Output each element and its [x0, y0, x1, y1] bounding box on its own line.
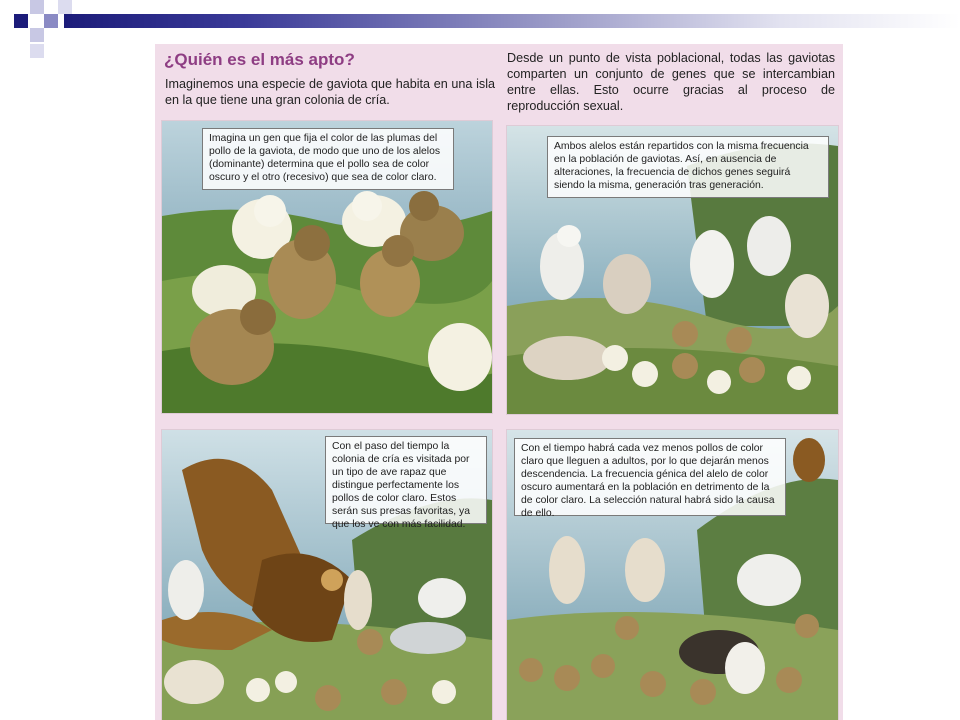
- adult-gull: [603, 254, 651, 314]
- adult-gull: [737, 554, 801, 606]
- dark-chick: [672, 321, 698, 347]
- illustration-panel-eagle: [162, 430, 492, 720]
- adult-gull: [164, 660, 224, 704]
- light-chick: [787, 366, 811, 390]
- dark-chick: [519, 658, 543, 682]
- dark-chick: [795, 614, 819, 638]
- intro-text-right: Desde un punto de vista poblacional, todas las gaviotas comparten un conjunto de genes que se intercambian entre ellas. Esto ocurre gracias al proceso de reproducción sexual.: [507, 51, 835, 113]
- light-chick: [275, 671, 297, 693]
- dark-chick: [690, 679, 716, 705]
- eagle: [793, 438, 825, 482]
- light-chick: [428, 323, 492, 391]
- adult-gull: [549, 536, 585, 604]
- adult-gull: [625, 538, 665, 602]
- adult-gull: [344, 570, 372, 630]
- illustration-panel-selection: [507, 430, 838, 720]
- deco-square-light: [30, 0, 44, 14]
- light-chick: [632, 361, 658, 387]
- deco-square-pale: [30, 44, 44, 58]
- light-chick: [246, 678, 270, 702]
- light-chick: [707, 370, 731, 394]
- dark-chick: [615, 616, 639, 640]
- adult-gull: [690, 230, 734, 298]
- dark-chick: [640, 671, 666, 697]
- deco-square-pale: [58, 0, 72, 14]
- illustration-panel-colony: [507, 126, 838, 414]
- dark-chick: [381, 679, 407, 705]
- dark-chick: [315, 685, 341, 711]
- intro-text-left: Imaginemos una especie de gaviota que habita en una isla en la que tiene una gran colonia de cría.: [165, 77, 495, 107]
- dark-chick: [739, 357, 765, 383]
- light-chick: [602, 345, 628, 371]
- page-title: ¿Quién es el más apto?: [164, 50, 355, 69]
- panel-caption: Con el tiempo habrá cada vez menos pollos de color claro que lleguen a adultos, por lo que dejarán menos descendencia. La frecuencia génica del alelo de color oscuro aumentará en la población en detrimento de la de color claro. La selección natural habrá sido la causa de ello.: [514, 438, 786, 516]
- dark-chick: [776, 667, 802, 693]
- dark-chick: [357, 629, 383, 655]
- dark-chick: [726, 327, 752, 353]
- adult-gull: [523, 336, 611, 380]
- adult-gull: [785, 274, 829, 338]
- panel-caption: Imagina un gen que fija el color de las plumas del pollo de la gaviota, de modo que uno de los alelos (dominante) determina que el pollo sea de color oscuro y el otro (recesivo) que sea de color claro.: [202, 128, 454, 190]
- illustration-panel-chicks: [162, 121, 492, 413]
- header-gradient-bar: [64, 14, 960, 28]
- adult-gull: [168, 560, 204, 620]
- dark-chick: [554, 665, 580, 691]
- deco-square-dark: [14, 14, 28, 28]
- adult-gull: [747, 216, 791, 276]
- panel-caption: Ambos alelos están repartidos con la misma frecuencia en la población de gaviotas. Así, en ausencia de alteraciones, la frecuencia de dichos genes seguirá siendo la misma, generación tras generación.: [547, 136, 829, 198]
- adult-gull: [725, 642, 765, 694]
- adult-gull: [418, 578, 466, 618]
- adult-gull: [390, 622, 466, 654]
- dark-chick: [672, 353, 698, 379]
- textbook-page: [155, 44, 843, 720]
- deco-square-light: [30, 28, 44, 42]
- light-chick: [432, 680, 456, 704]
- panel-caption: Con el paso del tiempo la colonia de cría es visitada por un tipo de ave rapaz que distingue perfectamente los pollos de color claro. Estos serán sus presas favoritas, ya que los ve con más facilidad.: [325, 436, 487, 524]
- deco-square-mid: [44, 14, 58, 28]
- dark-chick: [591, 654, 615, 678]
